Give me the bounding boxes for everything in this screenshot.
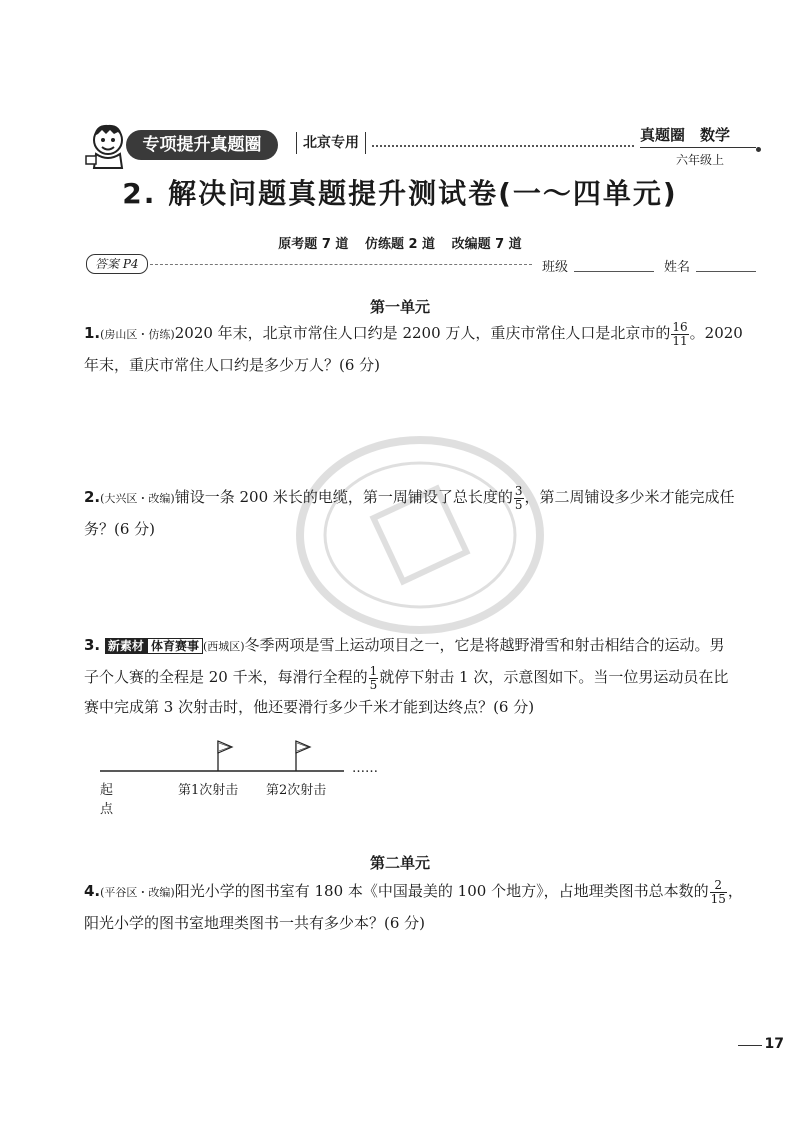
question-text: 铺设一条 200 米长的电缆，第一周铺设了总长度的 [174,488,513,506]
unit-title: 第一单元 [369,298,430,316]
fraction-denominator: 5 [514,497,523,512]
brand-subject: 真题圈 数学 [640,126,731,144]
fraction [710,879,727,906]
new-material-tag: 新素材 [105,638,147,654]
question-4 [84,876,768,938]
question-number: 2. [84,488,101,506]
fraction [671,321,688,348]
question-text: 。2020 [689,324,743,342]
fraction-numerator: 16 [672,319,688,334]
question-source: (平谷区・改编) [100,886,175,899]
course-line [90,735,390,775]
fraction-denominator: 15 [710,891,726,906]
question-1 [84,318,768,380]
series-badge: 专项提升真题圈 [126,130,278,160]
page-title: 2. 解决问题真题提升测试卷(一～四单元) [122,177,678,210]
unit-title: 第二单元 [369,854,430,872]
sports-event-tag: 体育赛事 [147,638,203,654]
page-number: 17 [764,1036,784,1052]
original-count: 原考题 7 道 [278,237,349,252]
question-3 [84,630,768,722]
continuation-ellipsis: …… [352,761,378,776]
question-text: 赛中完成第 3 次射击时，他还要滑行多少千米才能到达终点？(6 分) [84,698,535,716]
shot2-label: 第2次射击 [266,783,327,798]
name-field[interactable] [696,271,756,272]
fraction-numerator: 1 [369,663,378,678]
question-text: 务？(6 分) [84,520,156,538]
start-label: 起点 [100,783,114,817]
question-source: (西城区) [202,640,245,653]
question-source: (大兴区・改编) [100,492,175,505]
grade-label: 六年级上 [676,153,725,167]
class-label: 班级 [542,260,569,275]
question-text: 年末，重庆市常住人口约是多少万人？(6 分) [84,356,381,374]
answer-divider [150,264,532,265]
class-field[interactable] [574,271,654,272]
shot1-label: 第1次射击 [178,783,239,798]
header-divider [372,145,634,147]
fraction [369,665,379,692]
mascot-icon [84,120,132,170]
fraction [514,485,524,512]
question-number: 4. [84,882,101,900]
question-text: ，第二周铺设多少米才能完成任 [524,488,735,506]
question-number: 1. [84,324,101,342]
question-text: 子个人赛的全程是 20 千米，每滑行全程的 [84,668,368,686]
fraction-numerator: 3 [514,483,523,498]
fraction-numerator: 2 [710,879,727,893]
question-number: 3. [84,636,101,654]
question-text: 阳光小学的图书室有 180 本《中国最美的 100 个地方》，占地理类图书总本数的 [174,882,709,900]
question-text: ， [727,882,743,900]
brand-underline [640,147,756,148]
question-text: 阳光小学的图书室地理类图书一共有多少本？(6 分) [84,914,426,932]
question-counts [0,233,800,252]
answer-reference: 答案 P4 [86,254,148,274]
question-text: 就停下射击 1 次，示意图如下。当一位男运动员在比 [379,668,729,686]
fraction-denominator: 11 [672,333,688,348]
fraction-denominator: 5 [369,677,378,692]
region-label: 北京专用 [296,132,366,154]
question-source: (房山区・仿练) [100,328,175,341]
question-2 [84,482,768,544]
header-dot [756,147,761,152]
question-text: 冬季两项是雪上运动项目之一，它是将越野滑雪和射击相结合的运动。男 [244,636,725,654]
page-number-dash [738,1045,762,1046]
adapted-count: 改编题 7 道 [451,237,522,252]
imitation-count: 仿练题 2 道 [364,237,436,252]
name-label: 姓名 [664,260,691,275]
question-text: 2020 年末，北京市常住人口约是 2200 万人，重庆市常住人口是北京市的 [174,324,671,342]
